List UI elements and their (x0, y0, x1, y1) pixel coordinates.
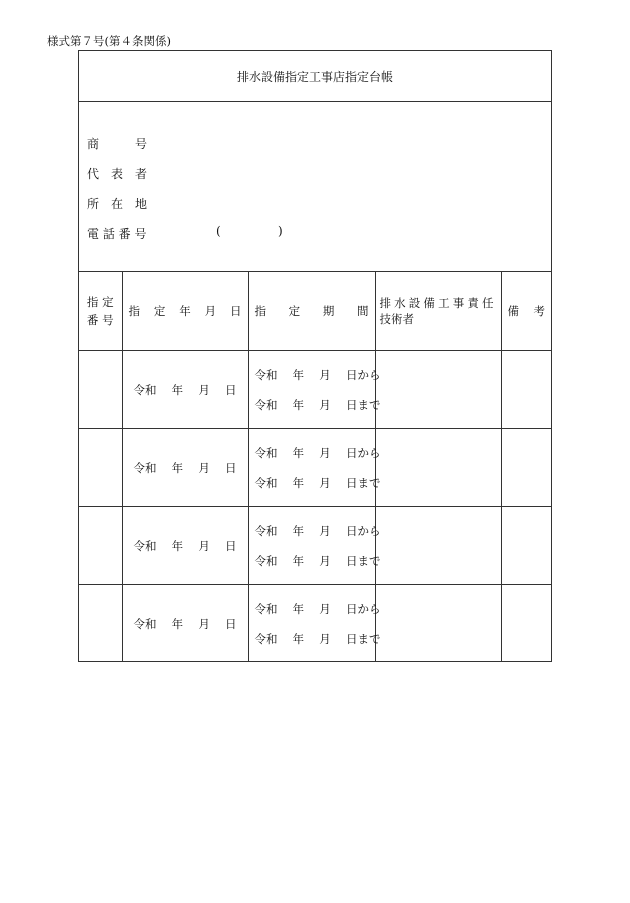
period-cell[interactable] (248, 507, 381, 585)
header-tech-char: 責 (467, 296, 479, 310)
header-date-char: 年 (179, 304, 191, 318)
technician-cell[interactable] (375, 429, 501, 507)
number-cell[interactable] (79, 429, 122, 507)
period-to: 令和 年 月 日まで (254, 631, 381, 646)
date-cell[interactable] (122, 507, 248, 585)
header-tech-char: 排 (379, 296, 391, 310)
address-label: 所 在 地 (87, 197, 148, 211)
header-date-char: 日 (230, 304, 242, 318)
header-tech-line2: 技術者 (379, 312, 414, 326)
header-period-char: 指 (254, 304, 266, 318)
date-text: 令和 年 月 日 (133, 616, 237, 631)
shop-info-area (79, 102, 551, 272)
date-cell[interactable] (122, 585, 248, 663)
table-row (79, 585, 551, 663)
date-cell[interactable] (122, 429, 248, 507)
header-note-char: 考 (533, 304, 545, 318)
period-cell[interactable] (248, 429, 381, 507)
table-row (79, 429, 551, 507)
phone-label: 電 話 番 号 (87, 227, 147, 241)
note-cell[interactable] (501, 507, 551, 585)
table-row (79, 351, 551, 429)
header-period-char: 定 (288, 304, 301, 318)
form-label: 様式第７号(第４条関係) (47, 34, 171, 48)
phone-paren-close: ) (278, 224, 283, 238)
header-row (79, 272, 551, 351)
date-text: 令和 年 月 日 (133, 382, 237, 397)
period-to: 令和 年 月 日まで (254, 475, 381, 490)
period-to: 令和 年 月 日まで (254, 553, 381, 568)
header-tech-char: 工 (438, 296, 450, 310)
period-from: 令和 年 月 日から (254, 445, 381, 460)
technician-cell[interactable] (375, 585, 501, 663)
header-period (248, 272, 375, 351)
period-from: 令和 年 月 日から (254, 523, 381, 538)
header-number (79, 272, 122, 351)
header-number-line1: 指 定 (86, 295, 114, 309)
date-cell[interactable] (122, 351, 248, 429)
header-period-char: 間 (356, 304, 369, 318)
number-cell[interactable] (79, 507, 122, 585)
header-tech-char: 任 (481, 296, 494, 310)
date-text: 令和 年 月 日 (133, 460, 237, 475)
header-tech-char: 事 (452, 296, 465, 310)
header-date-char: 月 (204, 304, 217, 318)
phone-paren-open: ( (216, 224, 221, 238)
technician-cell[interactable] (375, 507, 501, 585)
note-cell[interactable] (501, 351, 551, 429)
period-from: 令和 年 月 日から (254, 601, 381, 616)
header-date-char: 指 (128, 304, 140, 318)
header-technician (375, 272, 501, 351)
note-cell[interactable] (501, 429, 551, 507)
date-text: 令和 年 月 日 (133, 538, 237, 553)
number-cell[interactable] (79, 585, 122, 663)
note-cell[interactable] (501, 585, 551, 663)
period-from: 令和 年 月 日から (254, 367, 381, 382)
header-number-line2: 番 号 (86, 313, 114, 327)
header-date (122, 272, 248, 351)
number-cell[interactable] (79, 351, 122, 429)
technician-cell[interactable] (375, 351, 501, 429)
table-row (79, 507, 551, 585)
period-to: 令和 年 月 日まで (254, 397, 381, 412)
period-cell[interactable] (248, 351, 381, 429)
header-note (501, 272, 551, 351)
trade-name-label: 商 号 (87, 137, 148, 151)
register-sheet (78, 50, 552, 662)
header-note-char: 備 (507, 304, 519, 318)
document-title: 排水設備指定工事店指定台帳 (79, 51, 551, 102)
header-date-char: 定 (153, 304, 166, 318)
header-tech-char: 水 (394, 296, 406, 310)
header-tech-char: 備 (423, 296, 435, 310)
representative-label: 代 表 者 (87, 167, 148, 181)
period-cell[interactable] (248, 585, 381, 663)
header-period-char: 期 (322, 304, 335, 318)
header-tech-char: 設 (408, 296, 421, 310)
register-table (79, 272, 551, 662)
